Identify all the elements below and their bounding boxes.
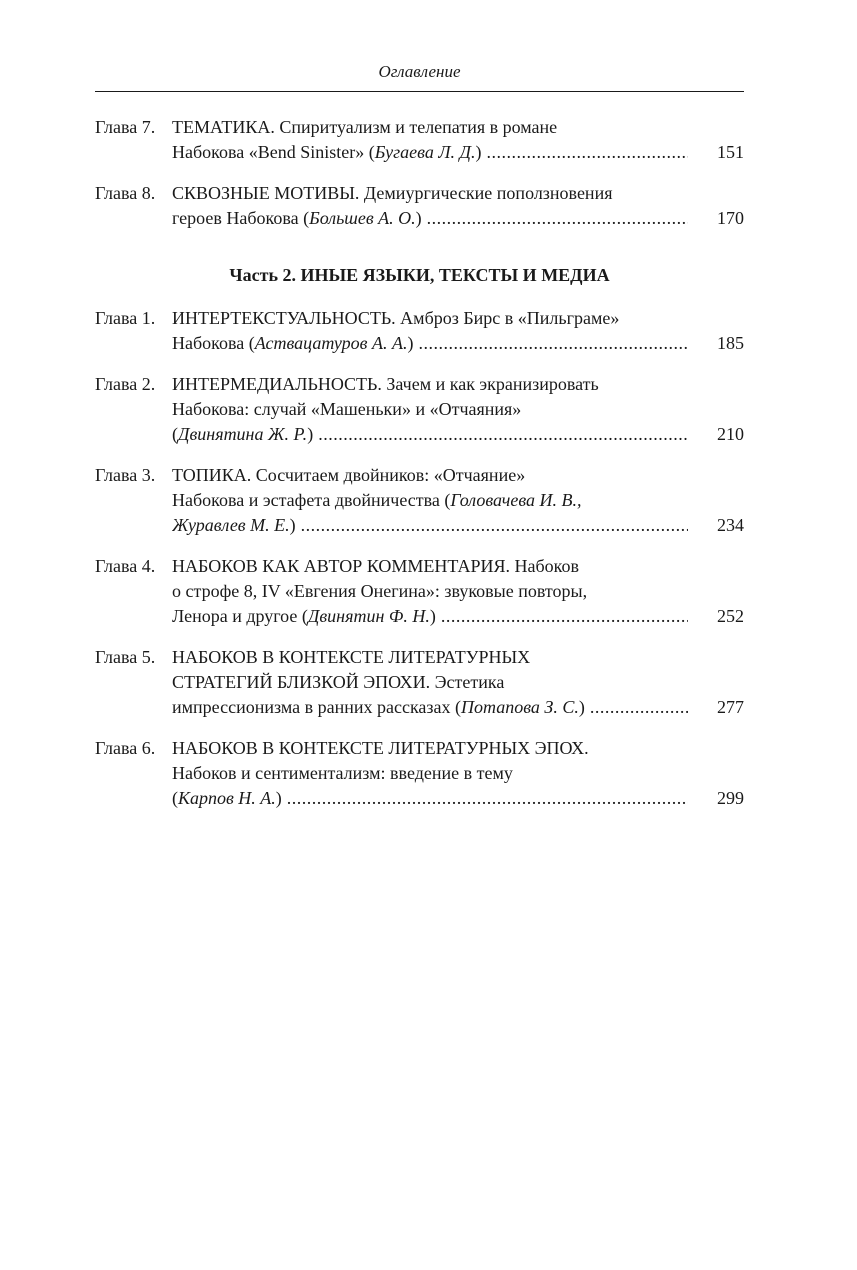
page-number: 185 — [717, 333, 744, 353]
author-name: Двинятин Ф. Н. — [307, 606, 430, 626]
toc-entry[interactable] — [95, 736, 744, 811]
page-number: 151 — [717, 142, 744, 162]
author-name: Потапова З. С. — [461, 697, 579, 717]
chapter-number: Глава 8. — [95, 183, 156, 203]
toc-entry[interactable] — [95, 645, 744, 720]
title-last-line — [172, 513, 744, 538]
chapter-number: Глава 4. — [95, 556, 156, 576]
author-name: Бугаева Л. Д. — [374, 142, 476, 162]
page-number: 234 — [717, 515, 744, 535]
title-last-line — [172, 206, 744, 231]
title-line: СТРАТЕГИЙ БЛИЗКОЙ ЭПОХИ. Эстетика — [172, 672, 505, 692]
last-line-text — [172, 604, 688, 629]
closing-paren: ) — [275, 788, 282, 808]
author-name: Большев А. О. — [309, 208, 416, 228]
page-number: 299 — [717, 788, 744, 808]
chapter-title — [172, 554, 744, 629]
title-last-line — [172, 786, 744, 811]
author-name: Головачева И. В., — [450, 490, 582, 510]
title-line: Набоков и сентиментализм: введение в тему — [172, 763, 513, 783]
part2-entries — [95, 306, 744, 811]
chapter-title — [172, 115, 744, 165]
chapter-number: Глава 2. — [95, 374, 156, 394]
title-line: Набокова: случай «Машеньки» и «Отчаяния» — [172, 399, 522, 419]
title-text: Ленора и другое ( — [172, 606, 308, 626]
author-name: Журавлев М. Е. — [172, 515, 290, 535]
author-name: Аствацатуров А. А. — [254, 333, 408, 353]
title-line: о строфе 8, IV «Евгения Онегина»: звуковые повторы, — [172, 581, 588, 601]
closing-paren: ) — [578, 697, 585, 717]
page-number: 277 — [717, 697, 744, 717]
table-of-contents — [95, 115, 744, 811]
title-line: ИНТЕРМЕДИАЛЬНОСТЬ. Зачем и как экранизировать — [172, 374, 599, 394]
toc-entry[interactable] — [95, 463, 744, 538]
chapter-number: Глава 6. — [95, 738, 156, 758]
header-rule — [95, 91, 744, 92]
title-line: СКВОЗНЫЕ МОТИВЫ. Демиургические поползновения — [172, 183, 613, 203]
title-last-line — [172, 695, 744, 720]
page-number: 170 — [717, 208, 744, 228]
chapter-title — [172, 645, 744, 720]
closing-paren: ) — [407, 333, 414, 353]
author-name: Карпов Н. А. — [178, 788, 276, 808]
last-line-text — [172, 331, 688, 356]
toc-entry[interactable] — [95, 306, 744, 356]
running-head: Оглавление — [378, 62, 461, 81]
chapter-number: Глава 5. — [95, 647, 156, 667]
title-last-line — [172, 140, 744, 165]
toc-entry[interactable] — [95, 372, 744, 447]
title-line: ТЕМАТИКА. Спиритуализм и телепатия в романе — [172, 117, 558, 137]
part1-entries — [95, 115, 744, 231]
closing-paren: ) — [289, 515, 296, 535]
last-line-text — [172, 422, 688, 447]
chapter-title — [172, 181, 744, 231]
chapter-title — [172, 372, 744, 447]
part-title: Часть 2. ИНЫЕ ЯЗЫКИ, ТЕКСТЫ И МЕДИА — [229, 265, 610, 285]
title-line: Набокова и эстафета двойничества (Головачева И. В., — [172, 490, 582, 510]
title-line: НАБОКОВ КАК АВТОР КОММЕНТАРИЯ. Набоков — [172, 556, 579, 576]
title-text: Набокова «Bend Sinister» ( — [172, 142, 375, 162]
last-line-text — [172, 786, 688, 811]
author-name: Двинятина Ж. Р. — [178, 424, 308, 444]
title-last-line — [172, 331, 744, 356]
last-line-text — [172, 206, 688, 231]
last-line-text — [172, 513, 688, 538]
page-number: 252 — [717, 606, 744, 626]
page-number: 210 — [717, 424, 744, 444]
title-last-line — [172, 422, 744, 447]
title-text: Набокова ( — [172, 333, 255, 353]
title-line: ТОПИКА. Сосчитаем двойников: «Отчаяние» — [172, 465, 526, 485]
chapter-number: Глава 1. — [95, 308, 156, 328]
toc-entry[interactable] — [95, 181, 744, 231]
toc-entry[interactable] — [95, 554, 744, 629]
chapter-number: Глава 7. — [95, 117, 156, 137]
chapter-number: Глава 3. — [95, 465, 156, 485]
chapter-title — [172, 306, 744, 356]
closing-paren: ) — [475, 142, 482, 162]
closing-paren: ) — [429, 606, 436, 626]
last-line-text — [172, 695, 688, 720]
title-last-line — [172, 604, 744, 629]
toc-entry[interactable] — [95, 115, 744, 165]
title-line: НАБОКОВ В КОНТЕКСТЕ ЛИТЕРАТУРНЫХ ЭПОХ. — [172, 738, 589, 758]
title-line: ИНТЕРТЕКСТУАЛЬНОСТЬ. Амброз Бирс в «Пильграме» — [172, 308, 620, 328]
title-line: НАБОКОВ В КОНТЕКСТЕ ЛИТЕРАТУРНЫХ — [172, 647, 531, 667]
last-line-text — [172, 140, 688, 165]
title-text: героев Набокова ( — [172, 208, 310, 228]
title-text: импрессионизма в ранних рассказах ( — [172, 697, 461, 717]
title-text: ( — [172, 788, 178, 808]
closing-paren: ) — [307, 424, 314, 444]
chapter-title — [172, 463, 744, 538]
closing-paren: ) — [415, 208, 422, 228]
title-text: ( — [172, 424, 178, 444]
chapter-title — [172, 736, 744, 811]
